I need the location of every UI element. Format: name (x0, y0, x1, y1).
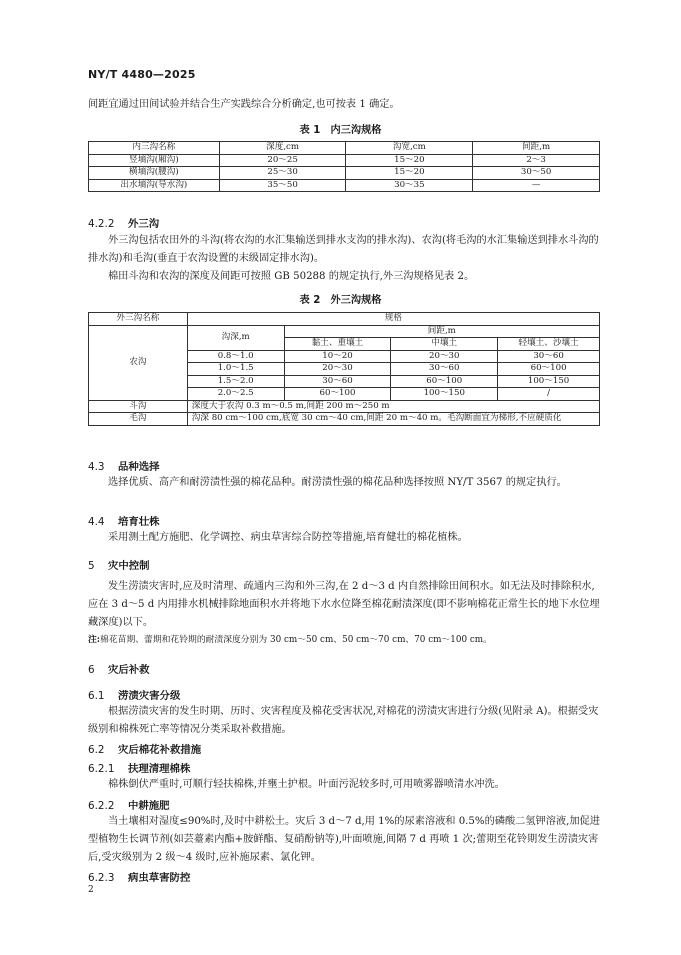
section-4-4-paragraph: 采用测土配方施肥、化学调控、病虫草害综合防控等措施,培育健壮的棉花植株。 (108, 532, 468, 543)
section-title: 涝渍灾害分级 (118, 690, 181, 702)
table-cell: 15～20 (346, 154, 473, 167)
section-number: 6.2.3 (88, 872, 115, 884)
table-cell: 1.0～1.5 (187, 363, 284, 376)
section-6-2-heading (88, 741, 201, 756)
table-cell: 30～35 (346, 179, 473, 192)
table-cell: 60～100 (498, 363, 600, 376)
section-6-2-2-paragraph: 当土壤相对湿度≤90%时,及时中耕松土。灾后 3 d～7 d,用 1%的尿素溶液和 0.5%的磷酸二氢钾溶液,加促进型植物生长调节剂(如芸薹素内酯+胺鲜酯、复硝酚钠等),叶面喷施,间隔 7 d 再喷 1 次;蕾期至花铃期发生涝渍灾害后,受灾级别为 2 级～4 级时,应补施尿素、氯化钾。 (88, 816, 600, 863)
table-cell: 深度大于农沟 0.3 m～0.5 m,间距 200 m～250 m (187, 400, 599, 413)
table-cell: 30～50 (473, 167, 600, 180)
section-title: 中耕施肥 (128, 800, 170, 812)
note-text: 棉花苗期、蕾期和花铃期的耐渍深度分别为 30 cm～50 cm、50 cm～70 cm、70 cm～100 cm。 (100, 635, 492, 645)
table1-caption: 表 1 内三沟规格 (299, 125, 382, 136)
table-cell: 10～20 (284, 350, 391, 363)
section-title: 灾后补救 (108, 664, 150, 676)
table-header-cell: 内三沟名称 (89, 142, 220, 155)
table-cell: 100～150 (391, 388, 498, 401)
section-number: 6.2.1 (88, 763, 115, 775)
section-4-2-2-paragraph-2: 棉田斗沟和农沟的深度及间距可按照 GB 50288 的规定执行,外三沟规格见表 2。 (108, 271, 475, 282)
table-cell: 15～20 (346, 167, 473, 180)
section-6-2-3-heading (88, 869, 190, 884)
table-header-cell: 轻壤土、沙壤土 (498, 338, 600, 351)
table-cell-maogou: 毛沟 (89, 413, 188, 426)
table2-caption: 表 2 外三沟规格 (299, 295, 382, 306)
section-number: 6.2.2 (88, 800, 115, 812)
table-cell: 20～30 (284, 363, 391, 376)
table-cell-nonggou: 农沟 (89, 325, 188, 400)
table-cell: 竖墒沟(厢沟) (89, 154, 220, 167)
section-title: 灾中控制 (108, 560, 150, 572)
section-title: 扶理清理棉株 (128, 763, 191, 775)
table-header-row (89, 313, 600, 326)
section-number: 4.3 (88, 461, 105, 473)
table-cell: 30～60 (391, 363, 498, 376)
section-title: 外三沟 (128, 218, 160, 230)
section-number: 4.2.2 (88, 218, 115, 230)
table-header-cell: 黏土、重壤土 (284, 338, 391, 351)
table-row (89, 413, 600, 426)
table-cell: 1.5～2.0 (187, 375, 284, 388)
table-header-cell: 间距,m (473, 142, 600, 155)
table-cell: 2～3 (473, 154, 600, 167)
table-header-cell: 间距,m (284, 325, 599, 338)
table-cell: 沟深 80 cm～100 cm,底宽 30 cm～40 cm,间距 20 m～40 m。毛沟断面宜为梯形,不应硬质化 (187, 413, 599, 426)
section-number: 6 (88, 664, 95, 676)
table-header-cell: 深度,cm (219, 142, 346, 155)
section-title: 病虫草害防控 (128, 872, 191, 884)
table-cell: — (473, 179, 600, 192)
section-title: 灾后棉花补救措施 (118, 744, 202, 756)
table-header-cell: 规格 (187, 313, 599, 326)
section-5-note (88, 633, 600, 647)
section-number: 6.1 (88, 690, 105, 702)
table-cell: 25～30 (219, 167, 346, 180)
table-cell: 60～100 (284, 388, 391, 401)
section-4-4-heading (88, 513, 160, 528)
table-cell: 35～50 (219, 179, 346, 192)
table-cell: 0.8～1.0 (187, 350, 284, 363)
section-6-2-2-heading (88, 797, 170, 812)
page-number: 2 (88, 885, 94, 895)
note-label: 注: (88, 635, 101, 645)
section-title: 培育壮株 (118, 516, 160, 528)
section-4-3-paragraph: 选择优质、高产和耐涝渍性强的棉花品种。耐涝渍性强的棉花品种选择按照 NY/T 3567 的规定执行。 (108, 477, 567, 488)
table-row (89, 325, 600, 338)
table-cell: 30～60 (498, 350, 600, 363)
table-cell: 出水墒沟(导水沟) (89, 179, 220, 192)
table-row (89, 154, 600, 167)
section-5-heading (88, 557, 150, 572)
standard-header: NY/T 4480—2025 (88, 68, 196, 81)
table-cell: / (498, 388, 600, 401)
table-row (89, 167, 600, 180)
table-row (89, 400, 600, 413)
section-5-paragraph: 发生涝渍灾害时,应及时清理、疏通内三沟和外三沟,在 2 d～3 d 内自然排除田间积水。如无法及时排除积水,应在 3 d～5 d 内用排水机械排除地面积水并将地下水水位降至棉花耐渍深度(即不影响棉花正常生长的地下水位埋藏深度)以下。 (88, 581, 600, 628)
table1 (88, 141, 600, 192)
intro-paragraph: 间距宜通过田间试验并结合生产实践综合分析确定,也可按表 1 确定。 (88, 99, 400, 110)
section-6-2-1-heading (88, 760, 190, 775)
section-title: 品种选择 (118, 461, 160, 473)
section-6-heading (88, 661, 150, 676)
section-number: 4.4 (88, 516, 105, 528)
section-4-2-2-paragraph-1: 外三沟包括农田外的斗沟(将农沟的水汇集输送到排水支沟的排水沟)、农沟(将毛沟的水汇集输送到排水斗沟的排水沟)和毛沟(垂直于农沟设置的末级固定排水沟)。 (88, 235, 599, 264)
table-cell: 100～150 (498, 375, 600, 388)
table-header-cell: 外三沟名称 (89, 313, 188, 326)
section-number: 5 (88, 560, 95, 572)
table-header-cell: 中壤土 (391, 338, 498, 351)
table-cell: 30～60 (284, 375, 391, 388)
section-6-2-1-paragraph: 棉株倒伏严重时,可顺行轻扶棉株,并壅土护根。叶面污泥较多时,可用喷雾器喷清水冲洗。 (108, 779, 505, 790)
table-cell: 20～30 (391, 350, 498, 363)
section-6-1-heading (88, 687, 180, 702)
section-6-1-paragraph: 根据涝渍灾害的发生时期、历时、灾害程度及棉花受害状况,对棉花的涝渍灾害进行分级(见附录 A)。根据受灾级别和棉株死亡率等情况分类采取补救措施。 (88, 706, 599, 735)
table-row (89, 179, 600, 192)
table-cell: 20～25 (219, 154, 346, 167)
section-4-3-heading (88, 458, 160, 473)
table-header-cell: 沟深,m (187, 325, 284, 350)
table-header-cell: 沟宽,cm (346, 142, 473, 155)
table2 (88, 312, 600, 426)
table-header-row (89, 142, 600, 155)
section-number: 6.2 (88, 744, 105, 756)
section-4-2-2-heading (88, 215, 159, 230)
table-cell-dougou: 斗沟 (89, 400, 188, 413)
table-cell: 2.0～2.5 (187, 388, 284, 401)
table-cell: 60～100 (391, 375, 498, 388)
table-cell: 横墒沟(腰沟) (89, 167, 220, 180)
